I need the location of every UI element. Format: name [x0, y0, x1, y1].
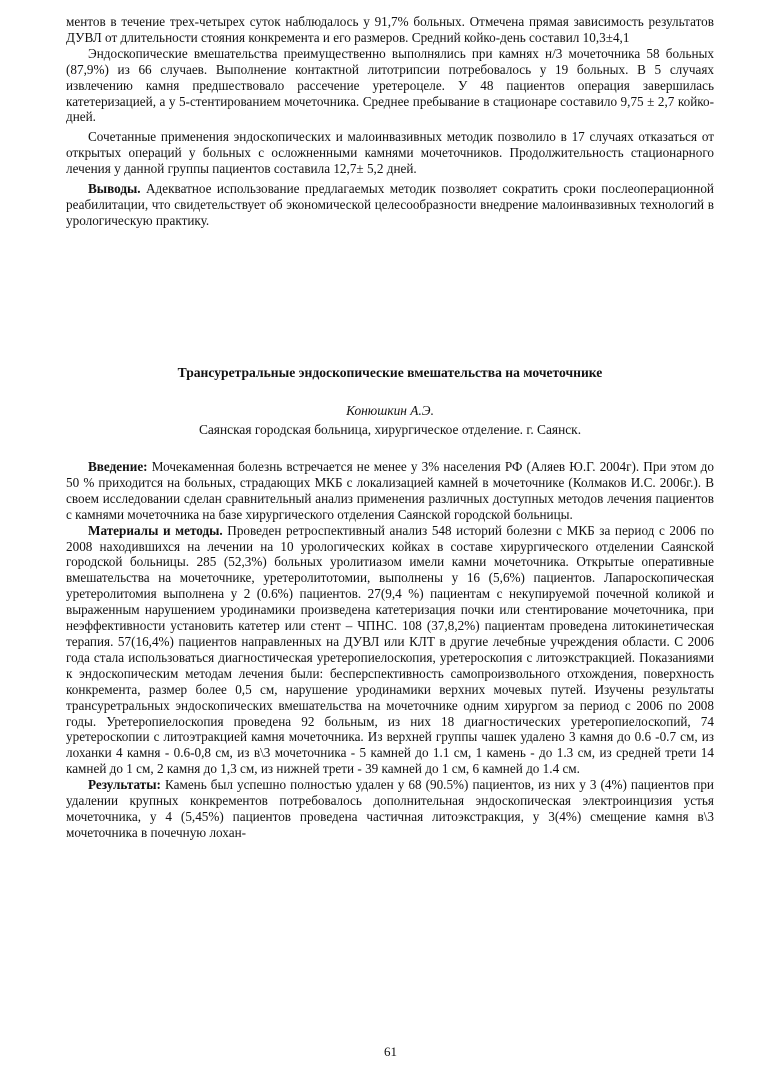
paragraph-results	[66, 777, 714, 841]
article-title: Трансуретральные эндоскопические вмешательства на мочеточнике	[177, 365, 603, 380]
paragraph-methods	[66, 523, 714, 778]
methods-label: Материалы и методы.	[88, 522, 223, 538]
paragraph-endoscopic: Эндоскопические вмешательства преимущественно выполнялись при камнях н/3 мочеточника 58 больных (87,9%) из 66 случаев. Выполнение контактной литотрипсии потребовалось у 19 больных. В 5 случаях извлечению камня предшествовало рассечение уретероцеле. У 48 пациентов операция завершилась катетеризацией, а у 5-стентированием мочеточника. Среднее пребывание в стационаре составило 9,75 ± 2,7 койко-дней.	[66, 45, 714, 125]
article-author: Конюшкин А.Э.	[346, 403, 434, 418]
results-text: Камень был успешно полностью удален у 68 (90.5%) пациентов, из них у 3 (4%) пациентов при удалении крупных конкрементов потребовалось дополнительная эндоскопическая электроинцизия устья мочеточника, у 4 (5,45%) пациентов проведена частичная литоэкстракция, у 3(4%) смещение камня в\3 мочеточника в почечную лохан-	[66, 777, 714, 840]
paragraph-results-continued: ментов в течение трех-четырех суток наблюдалось у 91,7% больных. Отмечена прямая зависимость результатов ДУВЛ от длительности стояния конкремента и его размеров. Средний койко-день составил 10,3±4,1	[66, 14, 714, 45]
conclusions-text: Адекватное использование предлагаемых методик позволяет сократить сроки послеоперационной реабилитации, что свидетельствует об экономической целесообразности внедрение малоинвазивных технологий в урологическую практику.	[66, 181, 714, 228]
article-body	[66, 459, 714, 841]
page-number: 61	[384, 1044, 397, 1059]
methods-text: Проведен ретроспективный анализ 548 историй болезни с МКБ за период с 2006 по 2008 находившихся на лечении на 10 урологических койках в составе хирургического отделении Саянской городской больницы. 285 (52,3%) больных уролитиазом имели камни мочеточника. Открытые оперативные вмешательства на мочеточнике, уретеролитотомии, выполнены у 16 (5,6%) пациентов. Лапароскопическая уретеролитомия выполнена у 2 (0.6%) пациентов. 27(9,4 %) пациентам с некупируемой почечной коликой и выраженным нарушением уродинамики произведена катетеризация почки или стентирование мочеточника, при неэффективности установить катетер или стент – ЧПНС. 108 (37,8,2%) пациентам проведена литокинетическая терапия. 57(16,4%) пациентов направленных на ДУВЛ или КЛТ в другие лечебные учреждения области. С 2006 года стала использоваться диагностическая уретеропиелоскопия, уретероскопия с литоэкстракцией. Показаниями к эндоскопическим методам лечения были: бесперспективность самопроизвольного отхождения, поверхность конкремента, размер более 0,5 см, нарушение уродинамики верхних мочевых путей. Изучены результаты трансуретральных эндоскопических вмешательства на мочеточнике одним хирургом за период с 2006 по 2008 годы. Уретеропиелоскопия проведена 92 больным, из них 18 диагностических уретеропиелоскопий, 74 уретероскопии с литоэтракцией камня мочеточника. Из верхней группы чашек удалено 3 камня до 0.6 -0.7 см, из лоханки 4 камня - 0.6-0,8 см, из в\3 мочеточника - 5 камней до 1.1 см, 1 камень - до 1.3 см, из средней трети 14 камней до 1 см, 2 камня до 1,3 см, из нижней трети - 39 камней до 1 см, 6 камней до 1.4 см.	[66, 522, 714, 777]
paragraph-conclusions	[66, 181, 714, 229]
introduction-text: Мочекаменная болезнь встречается не менее у 3% населения РФ (Аляев Ю.Г. 2004г). При этом до 50 % приходится на больных, страдающих МКБ с локализацией камней в мочеточнике (Колмаков И.С. 2006г.). В своем исследовании сделан сравнительный анализ применения различных доступных методов лечения пациентов с камнями мочеточника на базе хирургического отделения Саянской городской больницы.	[66, 459, 714, 522]
article-affiliation: Саянская городская больница, хирургическое отделение. г. Саянск.	[198, 422, 582, 437]
paragraph-introduction	[66, 459, 714, 523]
conclusions-label: Выводы.	[88, 181, 141, 197]
previous-article-continuation	[66, 14, 714, 229]
introduction-label: Введение:	[88, 459, 148, 474]
paragraph-combined-methods: Сочетанные применения эндоскопических и малоинвазивных методик позволило в 17 случаях отказаться от открытых операций у больных с осложненными камнями мочеточников. Продолжительность стационарного лечения у данной группы пациентов составила 12,7± 5,2 дней.	[66, 129, 714, 177]
results-label: Результаты:	[88, 777, 161, 793]
